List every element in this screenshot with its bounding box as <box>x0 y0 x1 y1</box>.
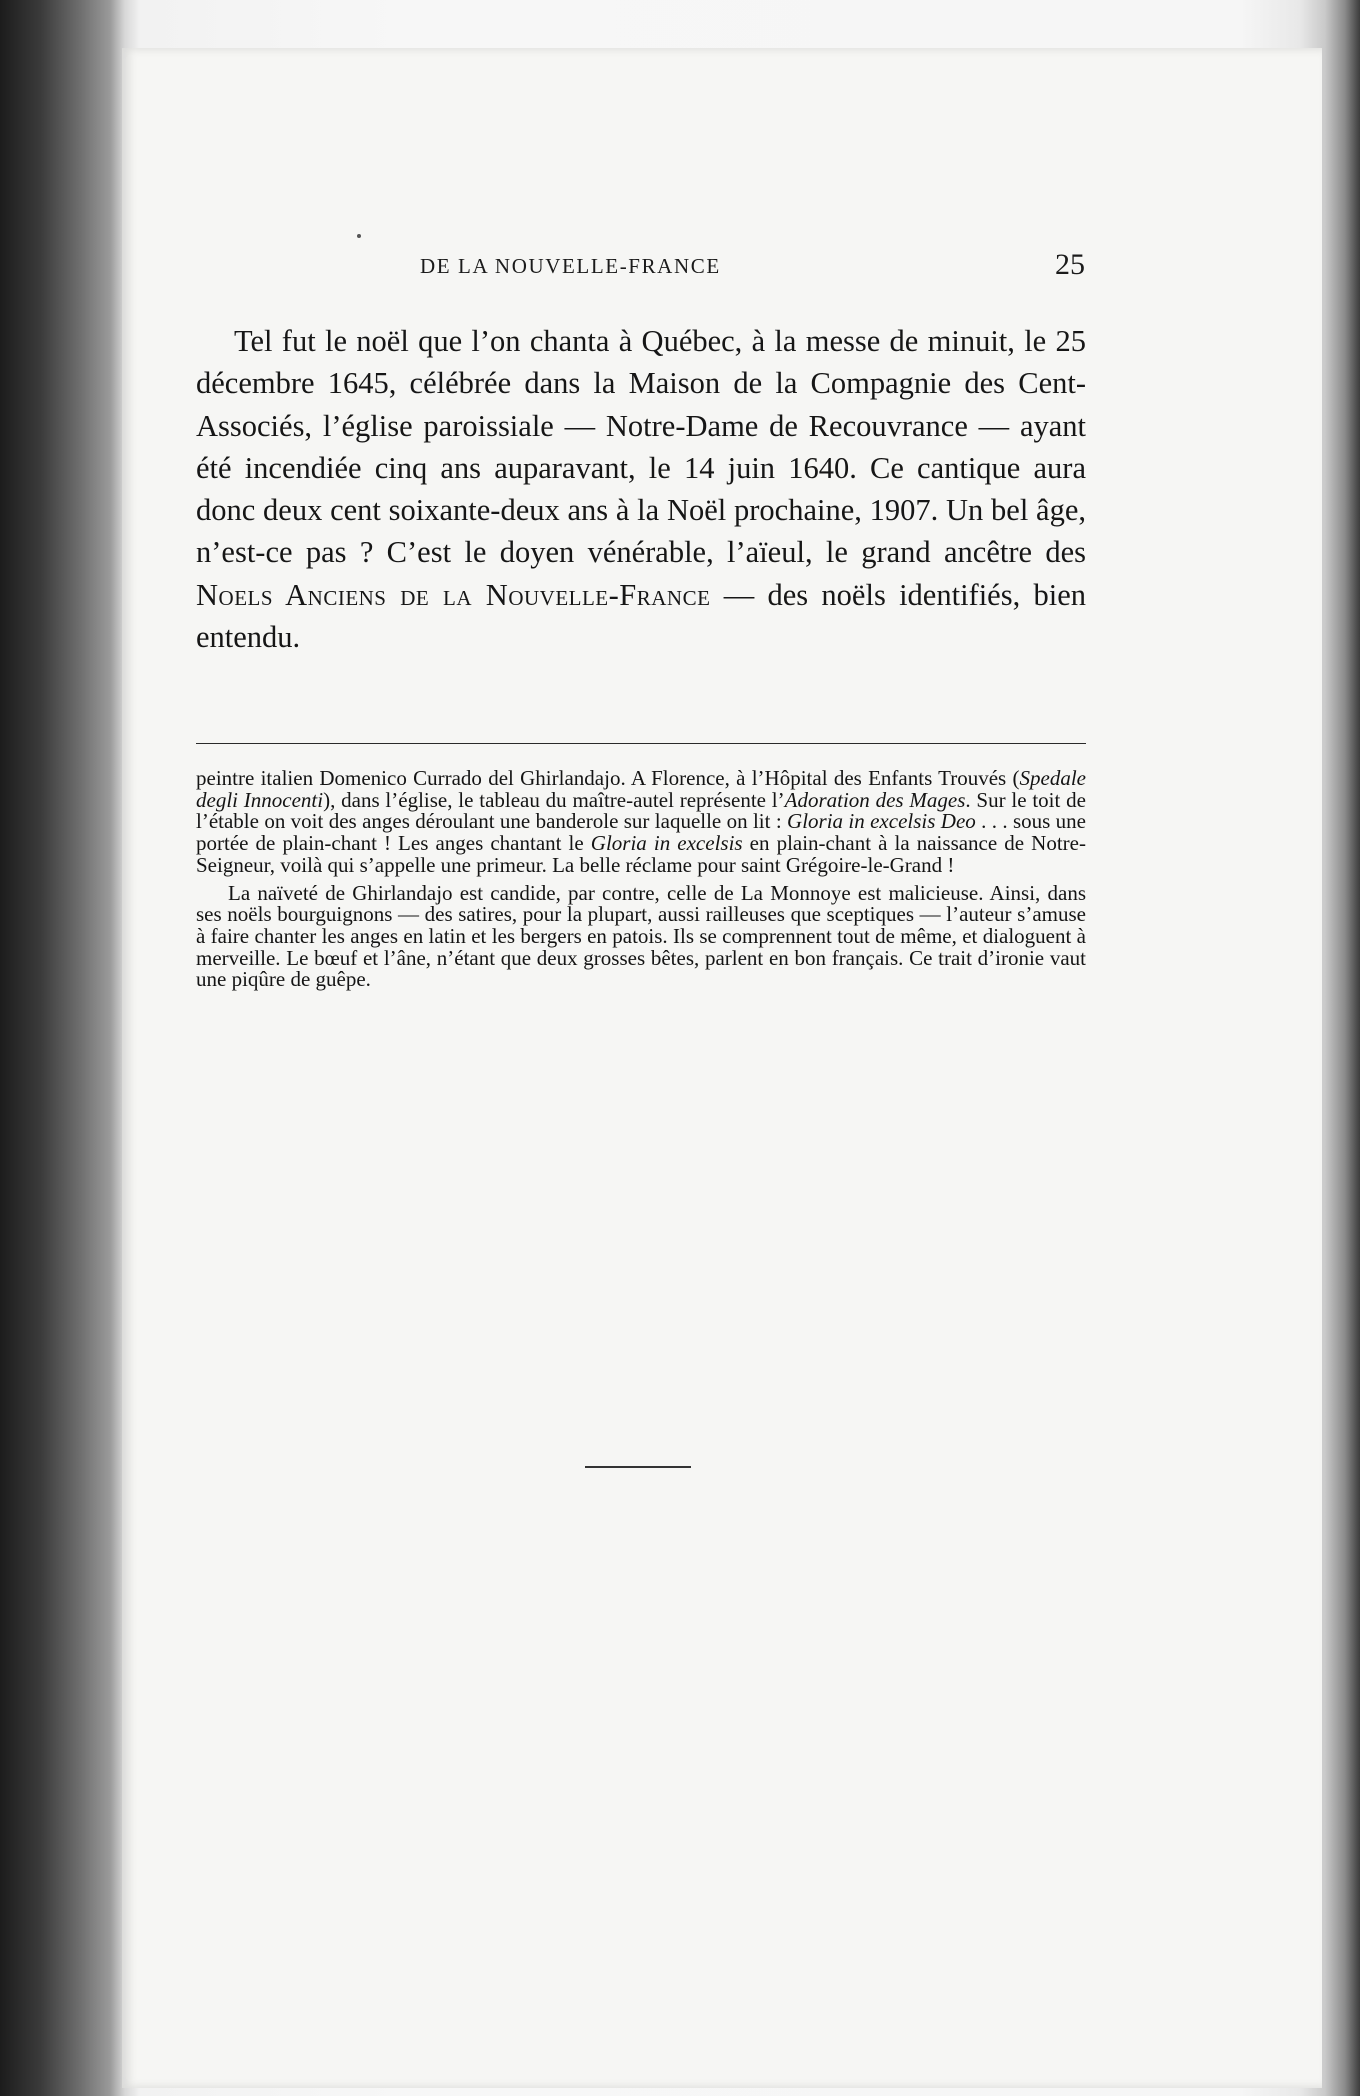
footnote-italic: Gloria in excelsis Deo <box>787 809 976 834</box>
running-head-title: DE LA NOUVELLE-FRANCE <box>420 254 721 278</box>
running-head <box>195 248 1085 288</box>
footnote-italic: Spedale degli Innocenti <box>196 766 1086 812</box>
footnote-italic: Gloria in excelsis <box>590 831 743 856</box>
footnote-text: . . . sous une portée de plain-chant ! Les anges chantant le <box>196 809 1086 856</box>
footnote-rule <box>196 743 1086 744</box>
body-paragraph <box>196 320 1086 658</box>
book-title-smallcaps: Noels Anciens de la Nouvelle-France <box>196 577 711 612</box>
page-number: 25 <box>1055 248 1085 281</box>
footnote-paragraph-2: La naïveté de Ghirlandajo est candide, par contre, celle de La Monnoye est malicieuse. Ainsi, dans ses noëls bourguignons — des satires, pour la plupart, aussi railleuses que sceptiques — l’auteur s’amuse à faire chanter les anges en latin et les bergers en patois. Ils se comprennent tout de même, et dialoguent à merveille. Le bœuf et l’âne, n’étant que deux grosses bêtes, parlent en bon français. Ce trait d’ironie vaut une piqûre de guêpe. <box>196 880 1086 992</box>
ink-speck <box>357 234 361 238</box>
body-text <box>196 320 1086 658</box>
footnotes <box>196 768 1086 997</box>
footnote-paragraph-1 <box>196 768 1086 877</box>
footnote-text: . Sur le toit de l’étable on voit des anges déroulant une banderole sur laquelle on lit : <box>196 787 1086 834</box>
section-end-rule <box>585 1466 691 1468</box>
body-paragraph-end: — des noëls identifiés, bien entendu. <box>196 577 1086 655</box>
footnote-italic: Adoration des Mages <box>784 787 966 812</box>
footnote-text: en plain-chant à la naissance de Notre-Seigneur, voilà qui s’appelle une primeur. La belle réclame pour saint Grégoire-le-Grand ! <box>196 831 1086 877</box>
body-paragraph-text: Tel fut le noël que l’on chanta à Québec, à la messe de minuit, le 25 décembre 1645, célébrée dans la Maison de la Compagnie des Cent-Associés, l’église paroissiale — Notre-Dame de Recouvrance — ayant été incendiée cinq ans auparavant, le 14 juin 1640. Ce cantique aura donc deux cent soixante-deux ans à la Noël prochaine, 1907. Un bel âge, n’est-ce pas ? C’est le doyen vénérable, l’aïeul, le grand ancêtre des <box>196 324 1086 570</box>
footnote-text: ), dans l’église, le tableau du maître-autel représente l’ <box>323 787 785 812</box>
footnote-text: peintre italien Domenico Currado del Ghirlandajo. A Florence, à l’Hôpital des Enfants Trouvés ( <box>196 766 1020 790</box>
